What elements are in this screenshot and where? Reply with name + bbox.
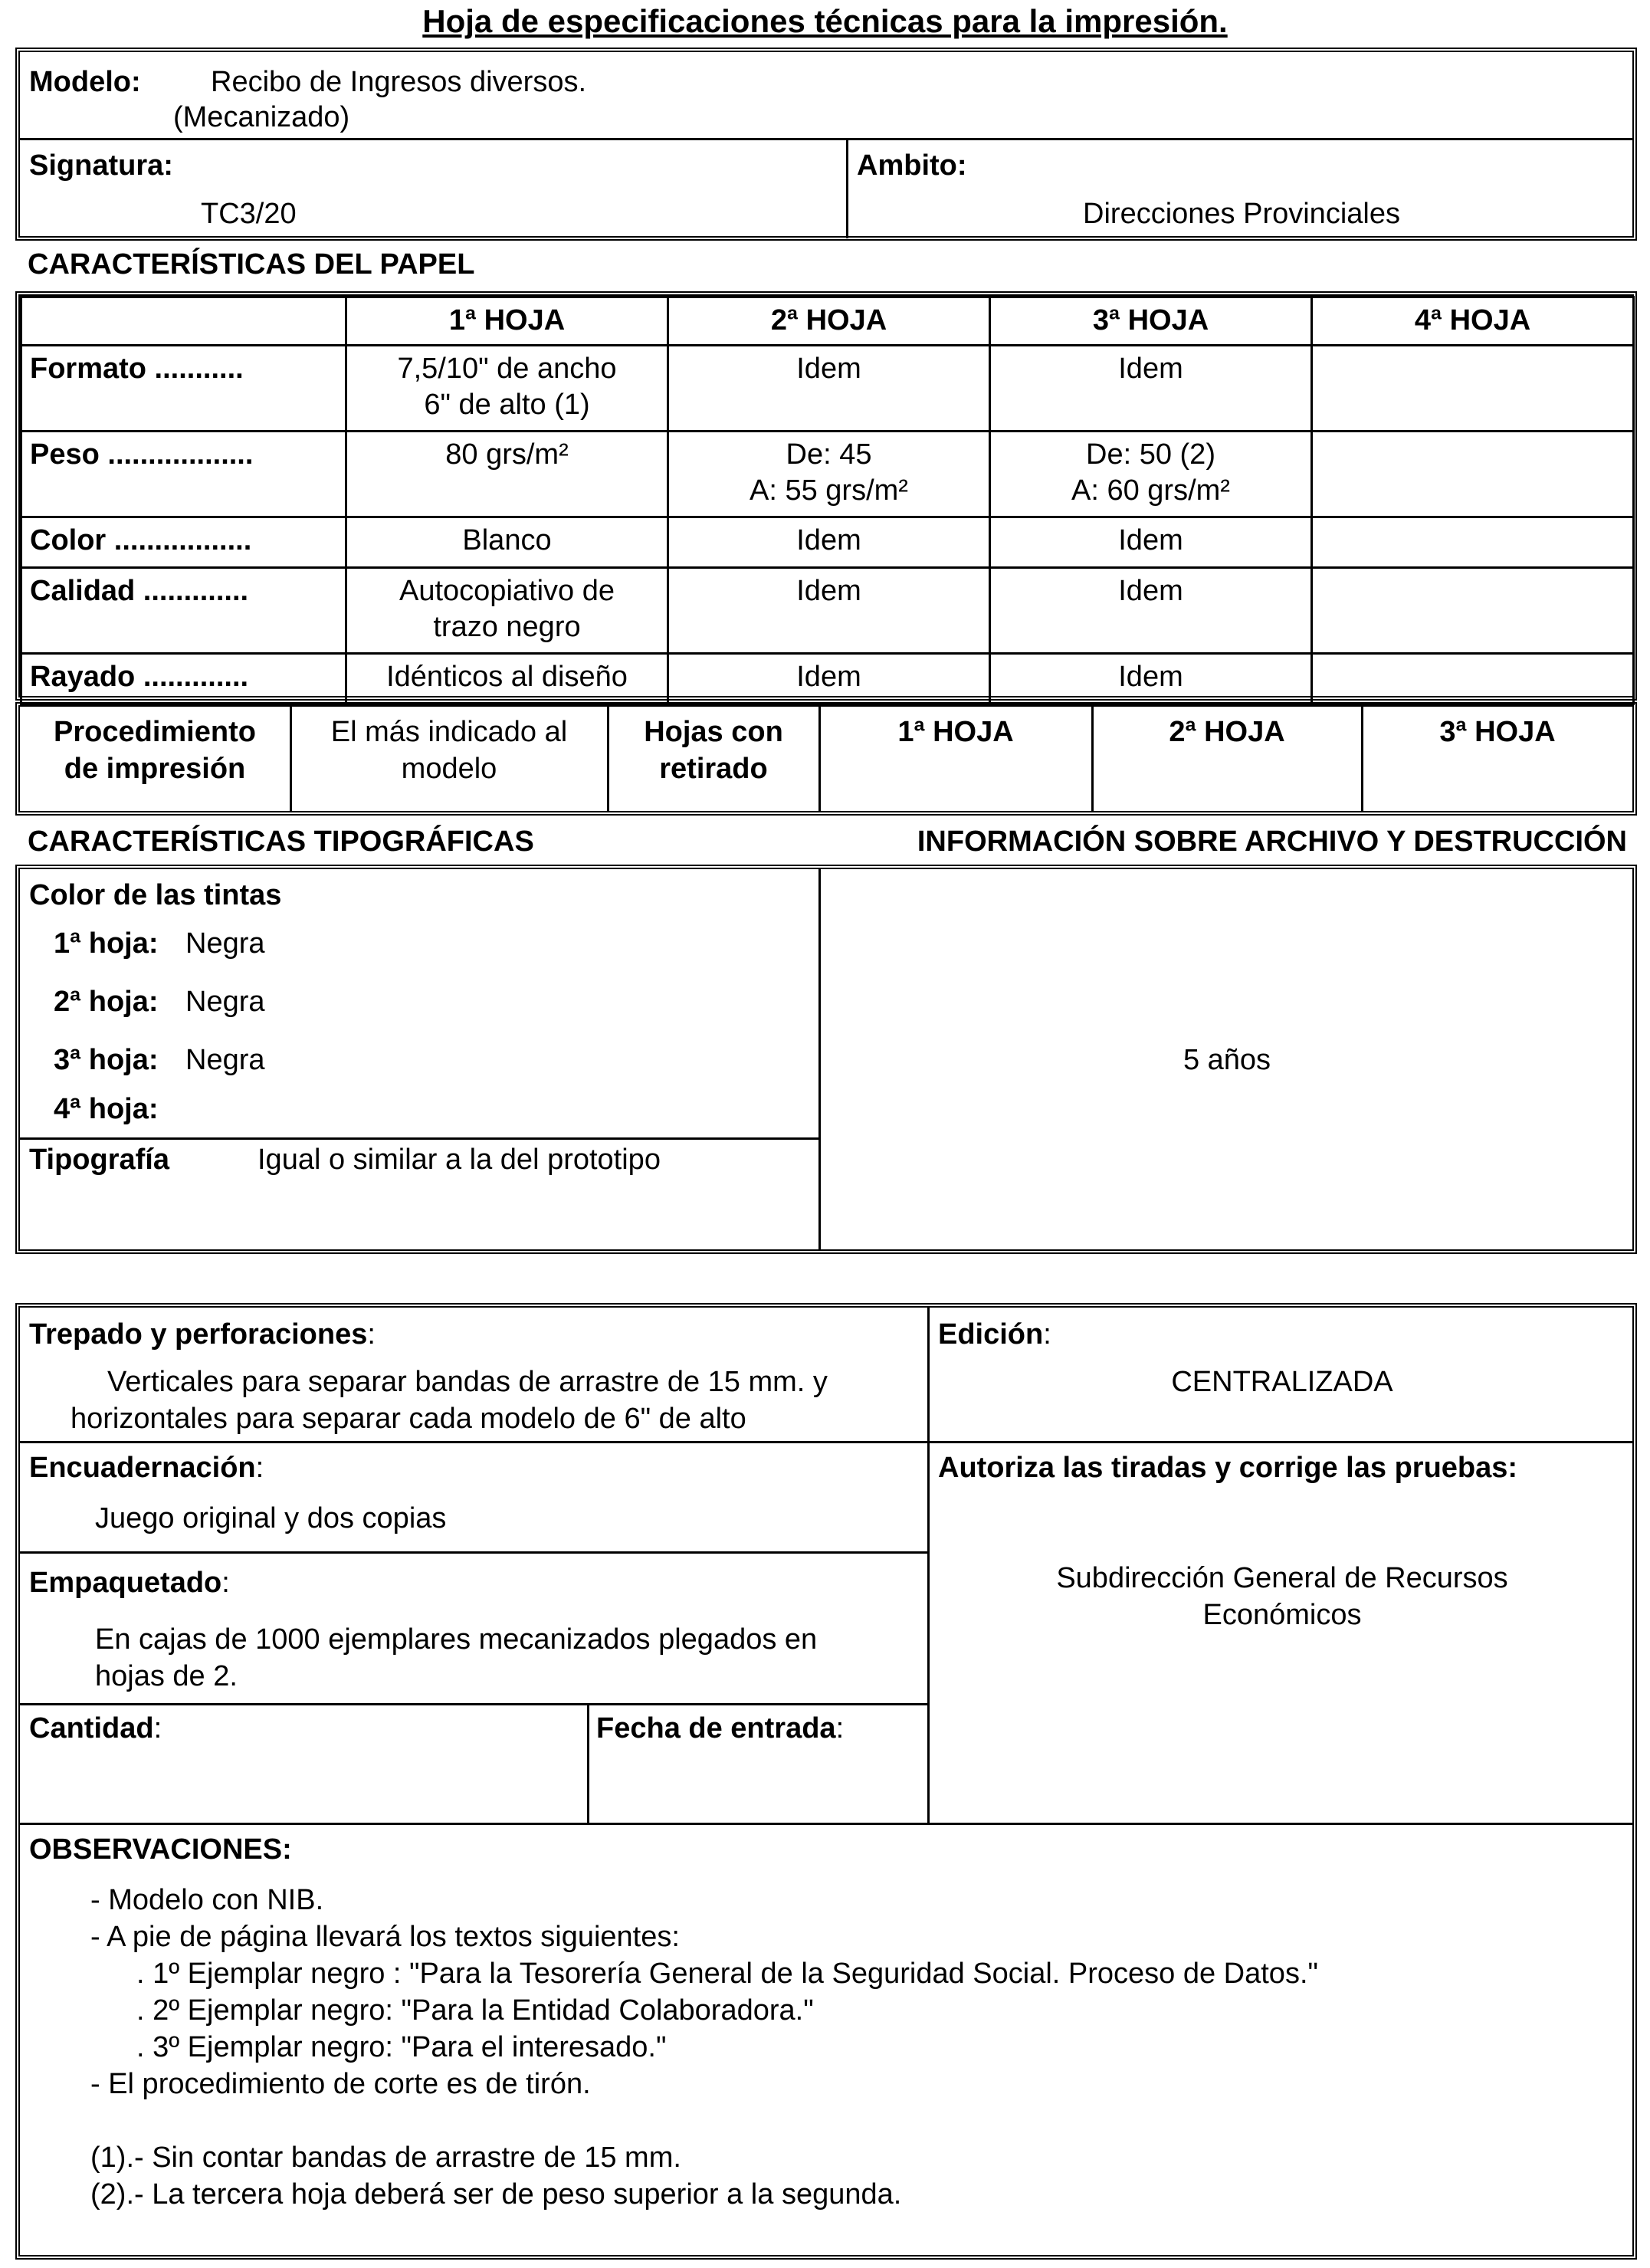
- trepado-value-2: horizontales para separar cada modelo de 6" de alto: [71, 1403, 746, 1435]
- paper-cell: Autocopiativo de trazo negro: [346, 567, 668, 653]
- encuadernacion-value: Juego original y dos copias: [95, 1502, 447, 1534]
- modelo-label: Modelo:: [29, 66, 141, 98]
- paper-cell: 7,5/10" de ancho 6" de alto (1): [346, 345, 668, 431]
- paper-row-label: Rayado .............: [21, 653, 346, 704]
- observaciones-label: OBSERVACIONES:: [29, 1833, 292, 1866]
- modelo-value-sub: (Mecanizado): [173, 101, 350, 133]
- modelo-value: Recibo de Ingresos diversos.: [211, 66, 587, 98]
- paper-row: [21, 567, 1634, 653]
- edicion-label: Edición:: [938, 1318, 1051, 1351]
- typography-section-title: CARACTERÍSTICAS TIPOGRÁFICAS: [28, 825, 534, 858]
- paper-cell: De: 50 (2) A: 60 grs/m²: [990, 431, 1312, 517]
- tipografia-value: Igual o similar a la del prototipo: [258, 1144, 661, 1176]
- paper-col-header: [21, 297, 346, 346]
- ink-sheet-value: Negra: [185, 986, 265, 1018]
- paper-col-header: 2ª HOJA: [668, 297, 990, 346]
- paper-cell: [1312, 517, 1634, 567]
- paper-row: [21, 517, 1634, 567]
- trepado-value-1: Verticales para separar bandas de arrastre de 15 mm. y: [107, 1366, 828, 1398]
- paper-section-title: CARACTERÍSTICAS DEL PAPEL: [28, 248, 475, 281]
- paper-cell: [1312, 345, 1634, 431]
- ink-sheet-label: 2ª hoja:: [54, 986, 159, 1018]
- paper-cell: De: 45 A: 55 grs/m²: [668, 431, 990, 517]
- signatura-value: TC3/20: [201, 198, 297, 230]
- retirado-hoja-2: 2ª HOJA: [1169, 716, 1285, 748]
- ink-sheet-value: Negra: [185, 927, 265, 960]
- paper-table: [20, 296, 1635, 705]
- paper-cell: Idem: [668, 653, 990, 704]
- observacion-line: - Modelo con NIB.: [90, 1884, 324, 1916]
- signatura-label: Signatura:: [29, 149, 173, 182]
- paper-cell: [1312, 431, 1634, 517]
- ink-sheet-label: 4ª hoja:: [54, 1093, 159, 1125]
- empaquetado-value-1: En cajas de 1000 ejemplares mecanizados plegados en: [95, 1623, 818, 1656]
- ambito-label: Ambito:: [857, 149, 967, 182]
- observacion-line: . 2º Ejemplar negro: "Para la Entidad Colaboradora.": [136, 1994, 814, 2027]
- autoriza-label: Autoriza las tiradas y corrige las pruebas:: [938, 1452, 1518, 1484]
- archive-section-title: INFORMACIÓN SOBRE ARCHIVO Y DESTRUCCIÓN: [917, 825, 1627, 858]
- trepado-label: Trepado y perforaciones:: [29, 1318, 376, 1351]
- paper-cell: Idem: [990, 567, 1312, 653]
- paper-col-header: 3ª HOJA: [990, 297, 1312, 346]
- empaquetado-value-2: hojas de 2.: [95, 1660, 238, 1692]
- paper-col-header: 1ª HOJA: [346, 297, 668, 346]
- observacion-line: - A pie de página llevará los textos siguientes:: [90, 1921, 680, 1953]
- paper-table-box: [15, 291, 1637, 701]
- empaquetado-label: Empaquetado:: [29, 1567, 230, 1599]
- paper-cell: [1312, 567, 1634, 653]
- paper-cell: Idem: [668, 567, 990, 653]
- paper-cell: Idem: [668, 517, 990, 567]
- paper-cell: Idem: [668, 345, 990, 431]
- retirado-hoja-3: 3ª HOJA: [1439, 716, 1556, 748]
- retirado-hoja-1: 1ª HOJA: [897, 716, 1014, 748]
- ambito-value: Direcciones Provinciales: [1083, 198, 1400, 230]
- observacion-line: (1).- Sin contar bandas de arrastre de 15 mm.: [90, 2142, 681, 2174]
- paper-cell: Idem: [990, 653, 1312, 704]
- paper-cell: Blanco: [346, 517, 668, 567]
- procedure-value: El más indicado al modelo: [330, 716, 568, 785]
- hojas-retirado-label: Hojas con retirado: [644, 716, 783, 785]
- finishing-box: [15, 1303, 1637, 2260]
- ink-sheet-value: Negra: [185, 1044, 265, 1076]
- paper-row: [21, 653, 1634, 704]
- cantidad-label: Cantidad:: [29, 1712, 162, 1744]
- paper-cell: Idem: [990, 345, 1312, 431]
- paper-row-label: Formato ...........: [21, 345, 346, 431]
- archive-value: 5 años: [1183, 1044, 1271, 1076]
- tipografia-label: Tipografía: [29, 1144, 169, 1176]
- paper-row-label: Calidad .............: [21, 567, 346, 653]
- procedure-label: Procedimiento de impresión: [54, 716, 256, 785]
- observacion-line: (2).- La tercera hoja deberá ser de peso superior a la segunda.: [90, 2178, 902, 2211]
- paper-col-header: 4ª HOJA: [1312, 297, 1634, 346]
- paper-cell: Idem: [990, 517, 1312, 567]
- paper-row-label: Color .................: [21, 517, 346, 567]
- ink-sheet-label: 1ª hoja:: [54, 927, 159, 960]
- page-title: Hoja de especificaciones técnicas para la impresión.: [422, 3, 1228, 39]
- ink-color-label: Color de las tintas: [29, 879, 282, 911]
- edicion-value: CENTRALIZADA: [1171, 1366, 1393, 1398]
- observacion-line: . 3º Ejemplar negro: "Para el interesado.": [136, 2031, 667, 2063]
- paper-cell: Idénticos al diseño: [346, 653, 668, 704]
- paper-row-label: Peso ..................: [21, 431, 346, 517]
- ink-sheet-label: 3ª hoja:: [54, 1044, 159, 1076]
- fecha-entrada-label: Fecha de entrada:: [596, 1712, 845, 1744]
- paper-row: [21, 345, 1634, 431]
- paper-header-row: [21, 297, 1634, 346]
- autoriza-value: Subdirección General de Recursos Económicos: [1056, 1562, 1508, 1631]
- encuadernacion-label: Encuadernación:: [29, 1452, 264, 1484]
- paper-cell: 80 grs/m²: [346, 431, 668, 517]
- paper-cell: [1312, 653, 1634, 704]
- observacion-line: . 1º Ejemplar negro : "Para la Tesorería General de la Seguridad Social. Proceso de Datos.": [136, 1958, 1318, 1990]
- paper-row: [21, 431, 1634, 517]
- observacion-line: - El procedimiento de corte es de tirón.: [90, 2068, 591, 2100]
